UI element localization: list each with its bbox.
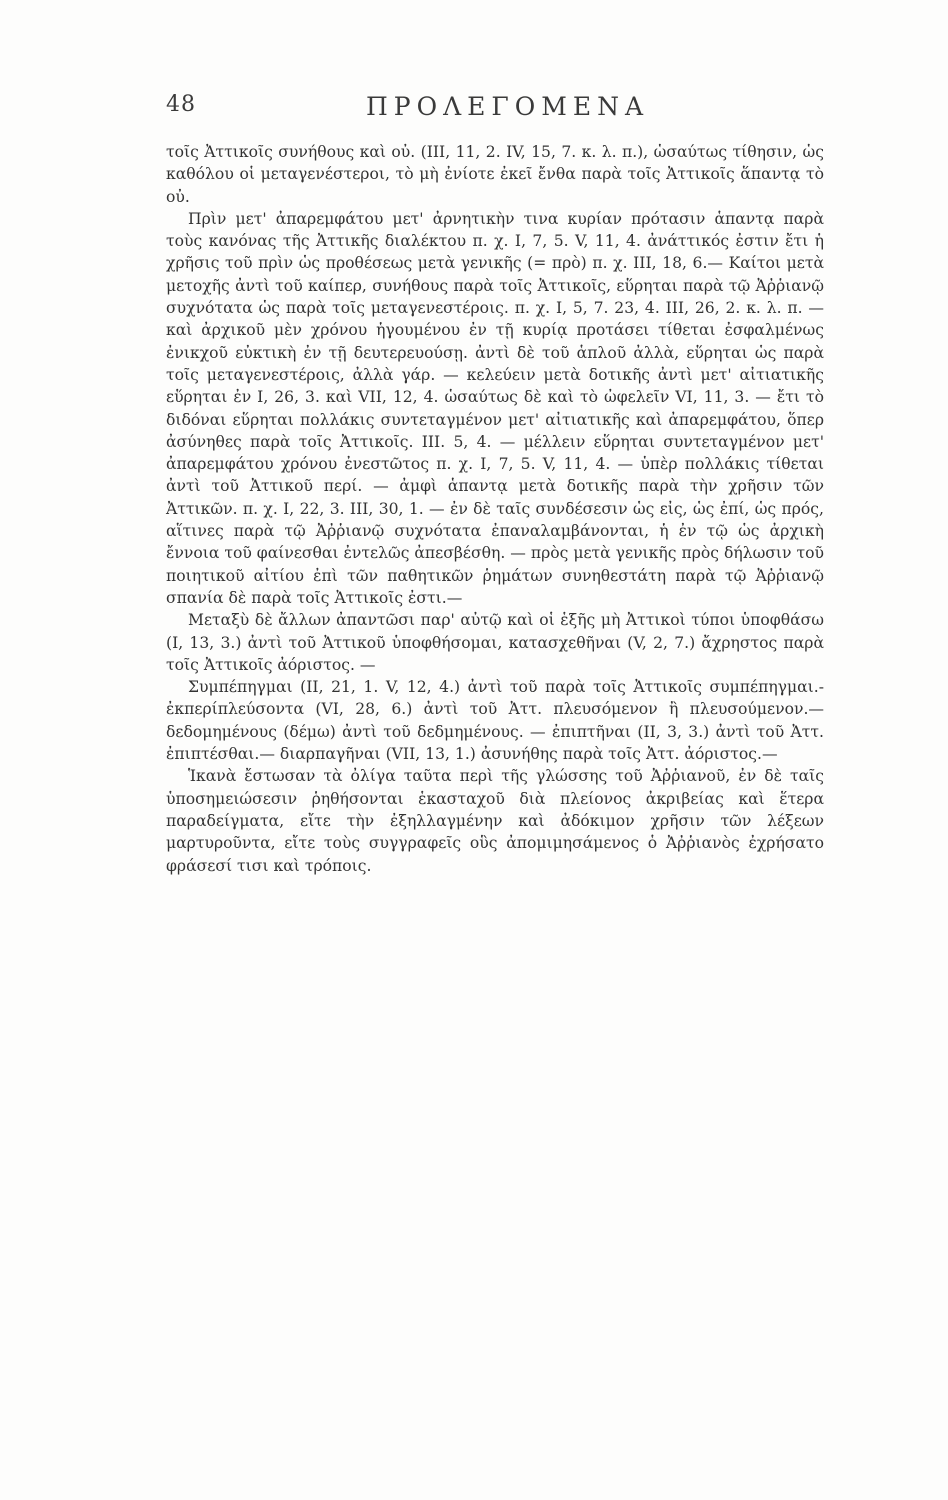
paragraph-metaxy: Μεταξὺ δὲ ἄλλων ἀπαντῶσι παρ' αὐτῷ καὶ οἱ ἑξῆς μὴ Ἀττικοὶ τύποι ὑποφθάσω (I, 13, 3.) ἀντὶ τοῦ Ἀττικοῦ ὑποφθήσομαι, κατασχεθῆναι (V, 2, 7.) ἄχρηστος παρὰ τοῖς Ἀττικοῖς ἀόριστος. — bbox=[166, 611, 824, 674]
paragraph-conclusion: Ἱκανὰ ἔστωσαν τὰ ὀλίγα ταῦτα περὶ τῆς γλώσσης τοῦ Ἀῤῥιανοῦ, ἐν δὲ ταῖς ὑποσημειώσεσιν ῥηθήσονται ἑκασταχοῦ διὰ πλείονος ἀκριβείας καὶ ἕτερα παραδείγματα, εἴτε τὴν ἐξηλλαγμένην καὶ ἀδόκιμον χρῆσιν τῶν λέξεων μαρτυροῦντα, εἴτε τοὺς συγγραφεῖς οὓς ἀπομιμησάμενος ὁ Ἀῤῥιανὸς ἐχρήσατο φράσεσί τισι καὶ τρόποις. bbox=[166, 767, 824, 875]
body-text bbox=[166, 141, 824, 877]
paragraph-prin-kaitoi: Πρὶν μετ' ἀπαρεμφάτου μετ' ἀρνητικὴν τινα κυρίαν πρότασιν ἁπαντᾳ παρὰ τοὺς κανόνας τῆς Ἀττικῆς διαλέκτου π. χ. I, 7, 5. V, 11, 4. ἀνάττικός ἐστιν ἔτι ἡ χρῆσις τοῦ πρὶν ὡς προθέσεως μετὰ γενικῆς (= πρὸ) π. χ. III, 18, 6.— Καίτοι μετὰ μετοχῆς ἀντὶ τοῦ καίπερ, συνήθους παρὰ τοῖς Ἀττικοῖς, εὕρηται παρὰ τῷ Ἀῤῥιανῷ συχνότατα ὡς παρὰ τοῖς μεταγενεστέροις. π. χ. I, 5, 7. 23, 4. III, 26, 2. κ. λ. π. — καὶ ἀρχικοῦ μὲν χρόνου ἡγουμένου ἐν τῇ κυρίᾳ προτάσει τίθεται ἐσφαλμένως ἐνικχοῦ εὐκτικὴ ἐν τῇ δευτερευούσῃ. ἀντὶ δὲ τοῦ ἁπλοῦ ἀλλὰ, εὕρηται ὡς παρὰ τοῖς μεταγενεστέροις, ἀλλὰ γάρ. — κελεύειν μετὰ δοτικῆς ἀντὶ μετ' αἰτιατικῆς εὕρηται ἐν I, 26, 3. καὶ VII, 12, 4. ὡσαύτως δὲ καὶ τὸ ὠφελεῖν VI, 11, 3. — ἔτι τὸ διδόναι εὕρηται πολλάκις συντεταγμένον μετ' αἰτιατικῆς καὶ ἀπαρεμφάτου, ὅπερ ἀσύνηθες παρὰ τοῖς Ἀττικοῖς. III. 5, 4. — μέλλειν εὕρηται συντεταγμένον μετ' ἀπαρεμφάτου χρόνου ἐνεστῶτος π. χ. I, 7, 5. V, 11, 4. — ὑπὲρ πολλάκις τίθεται ἀντὶ τοῦ Ἀττικοῦ περί. — ἀμφὶ ἁπαντᾳ μετὰ δοτικῆς παρὰ τὴν χρῆσιν τῶν Ἀττικῶν. π. χ. I, 22, 3. III, 30, 1. — ἐν δὲ ταῖς συνδέσεσιν ὡς εἰς, ὡς ἐπί, ὡς πρός, αἵτινες παρὰ τῷ Ἀῤῥιανῷ συχνότατα ἐπαναλαμβάνονται, ἡ ἐν τῷ ὡς ἀρχικὴ ἔννοια τοῦ φαίνεσθαι ἐντελῶς ἀπεσβέσθη. — πρὸς μετὰ γενικῆς πρὸς δήλωσιν τοῦ ποιητικοῦ αἰτίου ἐπὶ τῶν παθητικῶν ῥημάτων συνηθεστάτη παρὰ τῷ Ἀῤῥιανῷ σπανία δὲ παρὰ τοῖς Ἀττικοῖς ἐστι.— bbox=[166, 209, 824, 607]
page-number: 48 bbox=[166, 92, 196, 117]
running-title: ΠΡΟΛΕΓΟΜΕΝΑ bbox=[366, 92, 650, 121]
paragraph-continuation: τοῖς Ἀττικοῖς συνήθους καὶ οὐ. (III, 11, 2. IV, 15, 7. κ. λ. π.), ὡσαύτως τίθησιν, ὡς καθόλου οἱ μεταγενέστεροι, τὸ μὴ ἐνίοτε ἐκεῖ ἔνθα παρὰ τοῖς Ἀττικοῖς ἅπαντᾳ τὸ οὐ. bbox=[166, 143, 824, 206]
paragraph-sympepegmai: Συμπέπηγμαι (II, 21, 1. V, 12, 4.) ἀντὶ τοῦ παρὰ τοῖς Ἀττικοῖς συμπέπηγμαι.-ἐκπερίπλεύσοντα (VI, 28, 6.) ἀντὶ τοῦ Ἀττ. πλευσόμενον ἢ πλευσούμενον.—δεδομημένους (δέμω) ἀντὶ τοῦ δεδμημένους. — ἐπιπτῆναι (II, 3, 3.) ἀντὶ τοῦ Ἀττ. ἐπιπτέσθαι.— διαρπαγῆναι (VII, 13, 1.) ἀσυνήθης παρὰ τοῖς Ἀττ. ἀόριστος.— bbox=[166, 678, 824, 764]
running-head bbox=[166, 92, 826, 126]
